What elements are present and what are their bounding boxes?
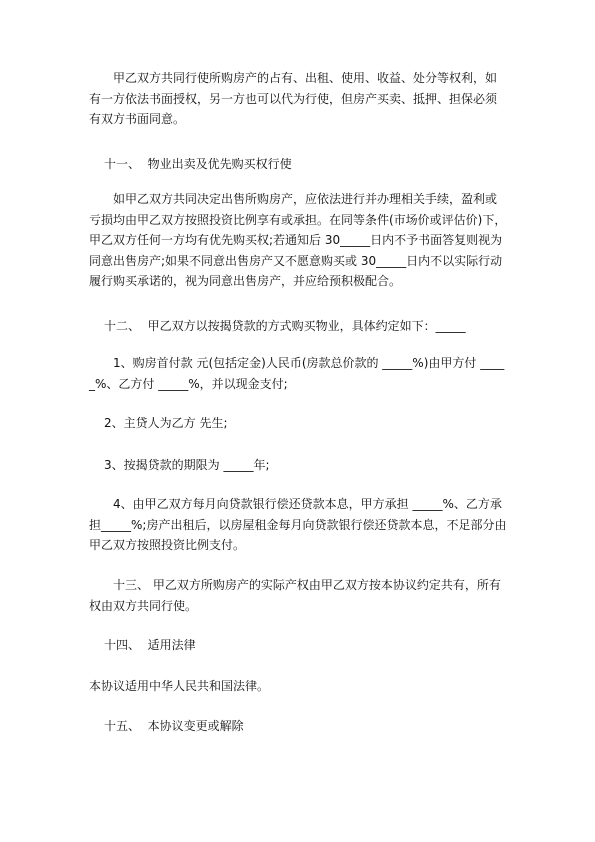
section-heading-14: 十四、 适用法律: [104, 638, 196, 652]
paragraph-loan-term: 3、按揭贷款的期限为 _____年;: [104, 458, 270, 472]
section-heading-15: 十五、 本协议变更或解除: [104, 719, 244, 733]
paragraph-applicable-law: 本协议适用中华人民共和国法律。: [89, 679, 270, 693]
paragraph-down-payment: 1、购房首付款 元(包括定金)人民币(房款总价款的 _____%)由甲方付 _____%、乙方付 _____%，并以现金支付;: [89, 356, 505, 391]
paragraph-ownership: 十三、 甲乙双方所购房产的实际产权由甲乙双方按本协议约定共有，所有权由双方共同行使。: [89, 578, 501, 613]
paragraph-sale-priority: 如甲乙双方共同决定出售所购房产，应依法进行并办理相关手续，盈利或亏损均由甲乙双方按照投资比例享有或承担。在同等条件(市场价或评估价)下，甲乙双方任何一方均有优先购买权;若通知后 30_____日内不予书面答复则视为同意出售房产;如果不同意出售房产又不愿意购买或 30_____日内不以实际行动履行购买承诺的，视为同意出售房产，并应给预积极配合。: [89, 192, 507, 288]
paragraph-main-borrower: 2、主贷人为乙方 先生;: [104, 416, 228, 430]
paragraph-repayment: 4、由甲乙双方每月向贷款银行偿还贷款本息，甲方承担 _____%、乙方承担_____%;房产出租后，以房屋租金每月向贷款银行偿还贷款本息，不足部分由甲乙双方按照投资比例支付。: [89, 497, 507, 552]
paragraph-rights: 甲乙双方共同行使所购房产的占有、出租、使用、收益、处分等权利，如有一方依法书面授权，另一方也可以代为行使，但房产买卖、抵押、担保必须有双方书面同意。: [89, 71, 498, 126]
section-heading-11: 十一、 物业出卖及优先购买权行使: [104, 157, 292, 171]
section-heading-12: 十二、 甲乙双方以按揭贷款的方式购买物业，具体约定如下：_____: [104, 319, 466, 333]
